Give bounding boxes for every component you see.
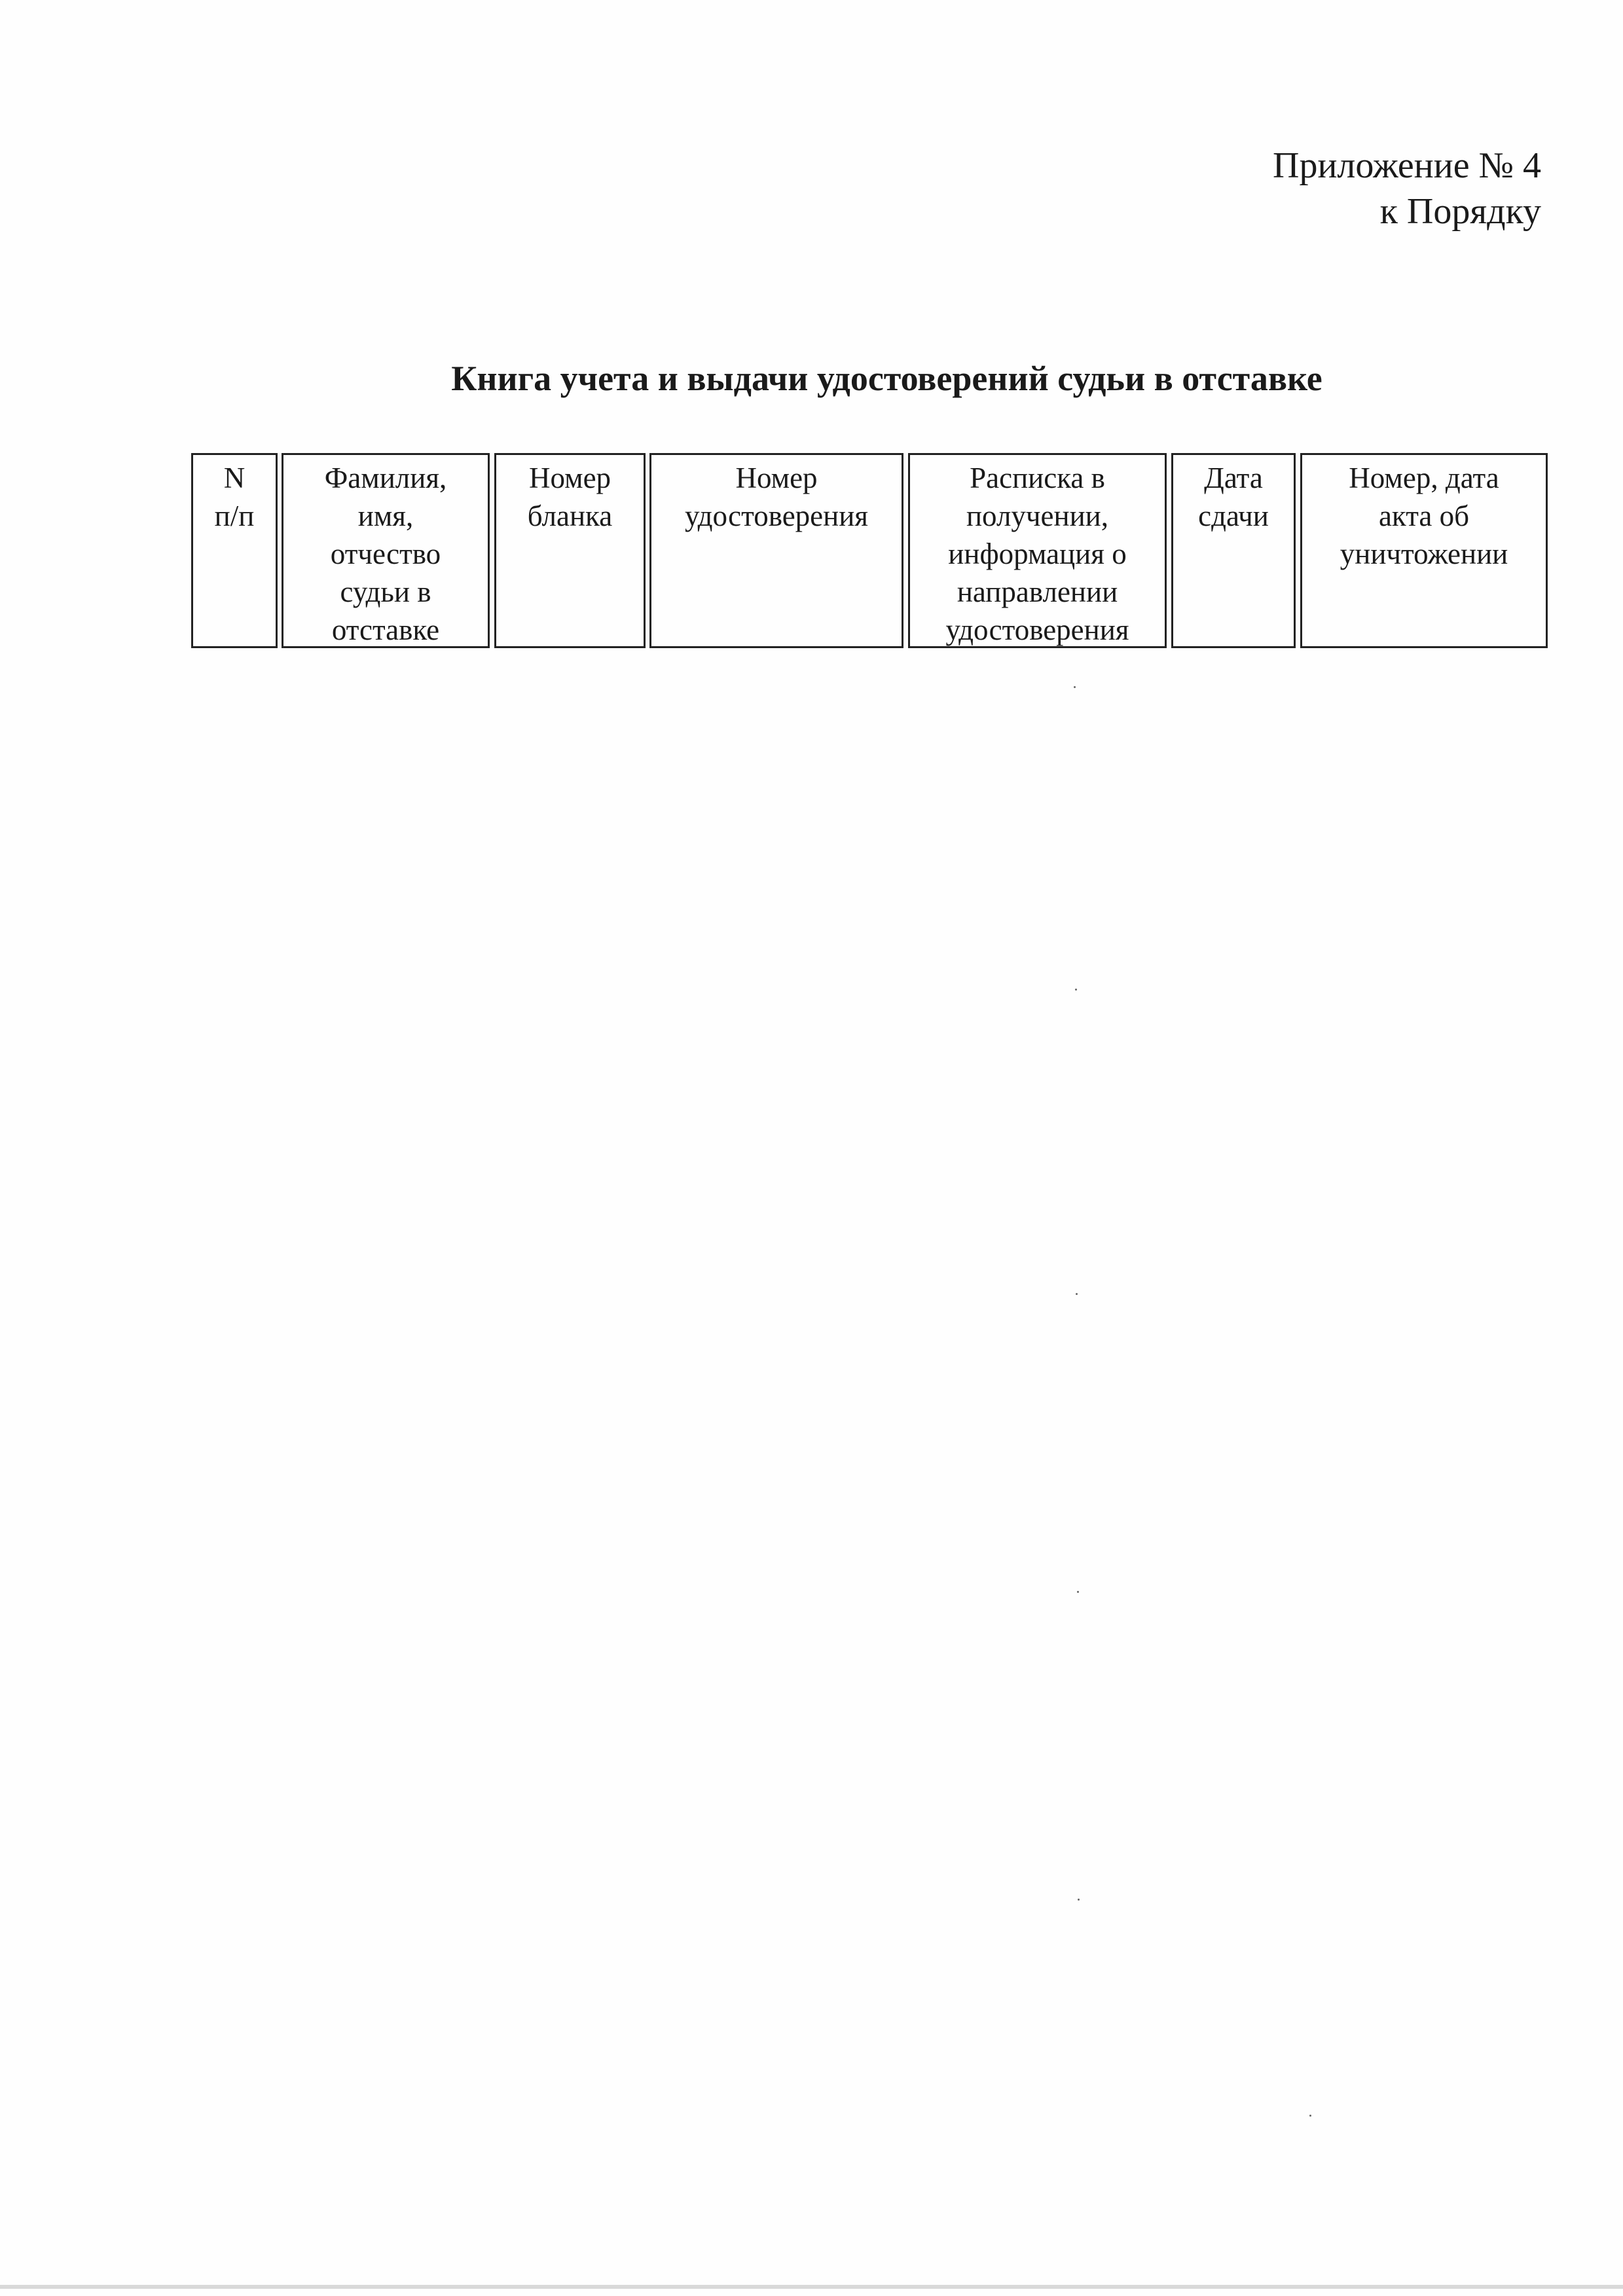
header-cell-receipt-info: Расписка в получении, информация о направлении удостоверения [908, 453, 1167, 648]
document-title-text: Книга учета и выдачи удостоверений судьи в отставке [451, 359, 1322, 398]
annex-number: Приложение № 4 [1273, 145, 1541, 186]
header-cell-number: N п/п [191, 453, 278, 648]
header-cell-destruction-act: Номер, дата акта об уничтожении [1300, 453, 1548, 648]
scan-bottom-edge [0, 2285, 1623, 2289]
scan-artifact-dot [1074, 686, 1076, 688]
header-cell-blank-number: Номер бланка [494, 453, 646, 648]
header-cell-return-date: Дата сдачи [1171, 453, 1296, 648]
scan-artifact-dot [1309, 2115, 1311, 2117]
scan-artifact-dot [1075, 989, 1077, 991]
annex-order-reference: к Порядку [1379, 191, 1541, 232]
scan-artifact-dot [1076, 1293, 1078, 1295]
annex-reference [1273, 143, 1541, 234]
header-cell-judge-name: Фамилия, имя, отчество судьи в отставке [282, 453, 490, 648]
header-cell-certificate-number: Номер удостоверения [649, 453, 903, 648]
scan-artifact-dot [1078, 1899, 1080, 1901]
scan-artifact-dot [1077, 1591, 1079, 1593]
document-title [0, 355, 1623, 401]
